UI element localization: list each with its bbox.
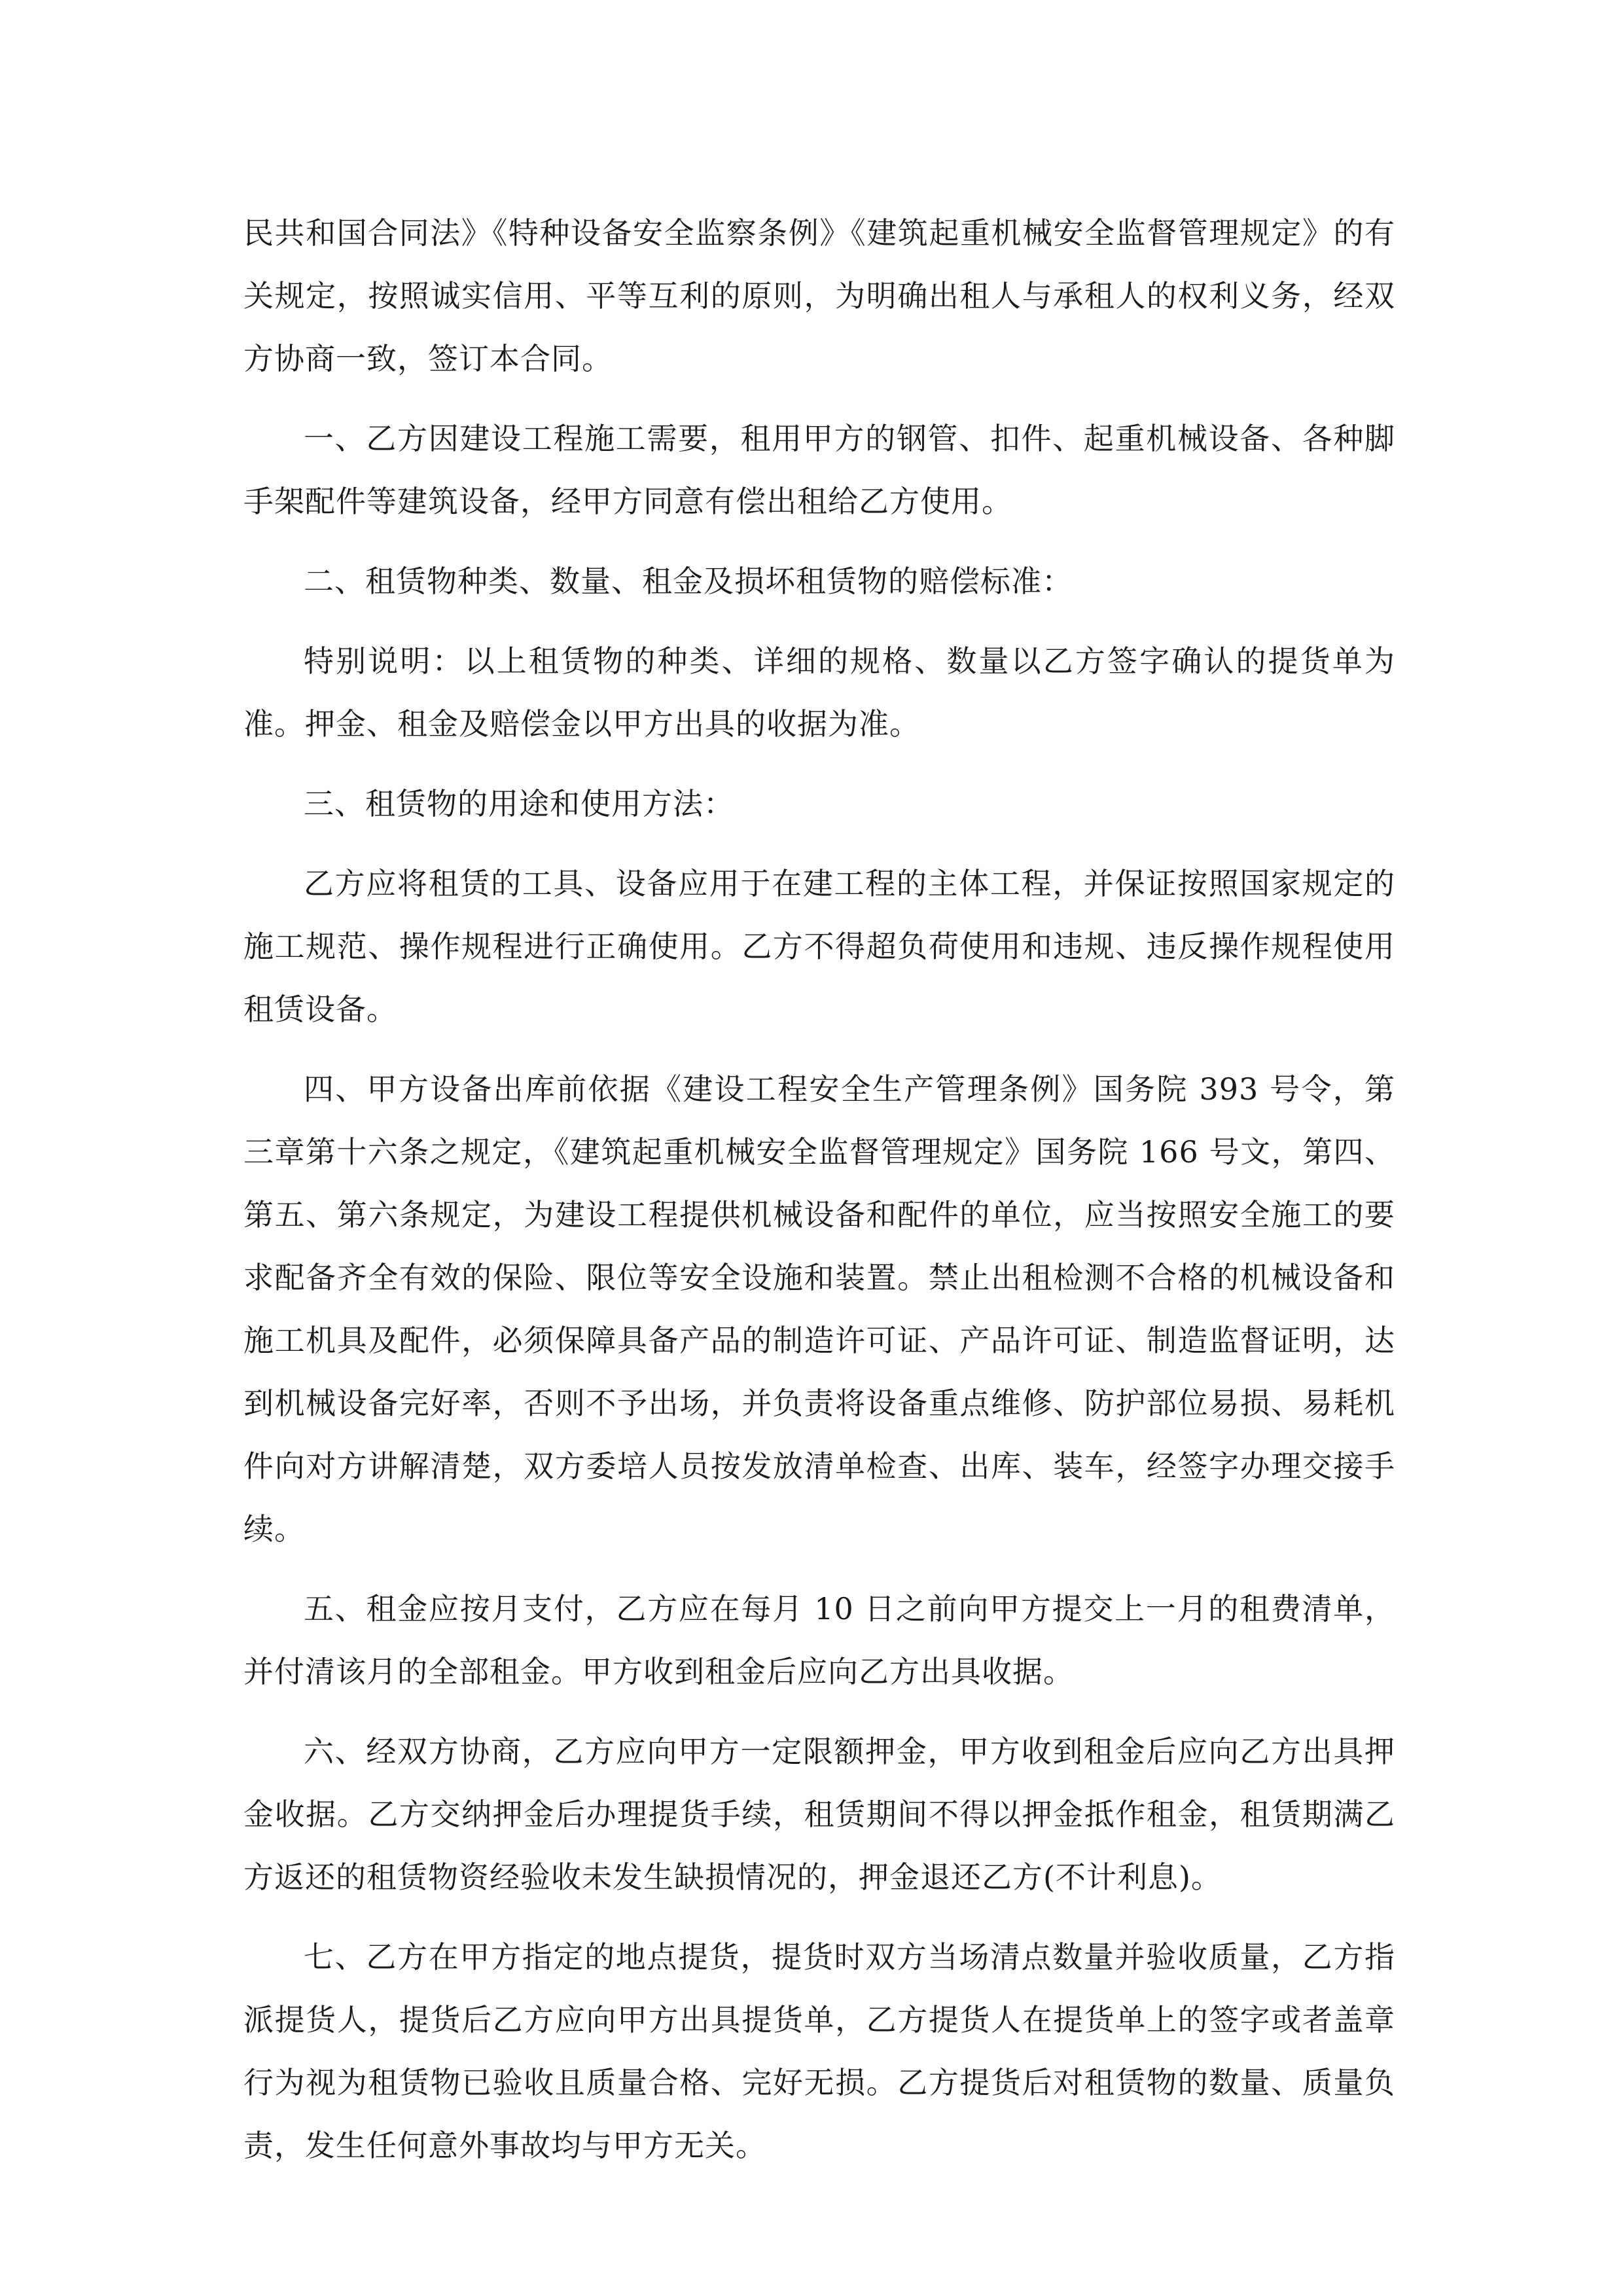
contract-body	[243, 202, 1395, 2194]
paragraph-clause-3-heading: 三、租赁物的用途和使用方法：	[304, 786, 734, 821]
paragraph-usage-terms: 乙方应将租赁的工具、设备应用于在建工程的主体工程，并保证按照国家规定的施工规范、操作规程进行正确使用。乙方不得超负荷使用和违规、违反操作规程使用租赁设备。	[243, 866, 1395, 1027]
paragraph-clause-4: 四、甲方设备出库前依据《建设工程安全生产管理条例》国务院 393 号令，第三章第十六条之规定，《建筑起重机械安全监督管理规定》国务院 166 号文，第四、第五、第六条规定，为建设工程提供机械设备和配件的单位，应当按照安全施工的要求配备齐全有效的保险、限位等安全设施和装置。禁止出租检测不合格的机械设备和施工机具及配件，必须保障具备产品的制造许可证、产品许可证、制造监督证明，达到机械设备完好率，否则不予出场，并负责将设备重点维修、防护部位易损、易耗机件向对方讲解清楚，双方委培人员按发放清单检查、出库、装车，经签字办理交接手续。	[243, 1071, 1395, 1547]
paragraph-clause-7: 七、乙方在甲方指定的地点提货，提货时双方当场清点数量并验收质量，乙方指派提货人，提货后乙方应向甲方出具提货单，乙方提货人在提货单上的签字或者盖章行为视为租赁物已验收且质量合格、完好无损。乙方提货后对租赁物的数量、质量负责，发生任何意外事故均与甲方无关。	[243, 1939, 1395, 2163]
paragraph-clause-5: 五、租金应按月支付，乙方应在每月 10 日之前向甲方提交上一月的租费清单，并付清该月的全部租金。甲方收到租金后应向乙方出具收据。	[243, 1591, 1395, 1689]
paragraph-clause-1: 一、乙方因建设工程施工需要，租用甲方的钢管、扣件、起重机械设备、各种脚手架配件等建筑设备，经甲方同意有偿出租给乙方使用。	[243, 421, 1395, 519]
paragraph-preamble-continuation: 民共和国合同法》《特种设备安全监察条例》《建筑起重机械安全监督管理规定》的有关规定，按照诚实信用、平等互利的原则，为明确出租人与承租人的权利义务，经双方协商一致，签订本合同。	[243, 215, 1395, 376]
paragraph-special-note: 特别说明：以上租赁物的种类、详细的规格、数量以乙方签字确认的提货单为准。押金、租金及赔偿金以甲方出具的收据为准。	[243, 643, 1395, 742]
paragraph-clause-2-heading: 二、租赁物种类、数量、租金及损坏租赁物的赔偿标准：	[304, 564, 1073, 599]
paragraph-clause-6: 六、经双方协商，乙方应向甲方一定限额押金，甲方收到租金后应向乙方出具押金收据。乙方交纳押金后办理提货手续，租赁期间不得以押金抵作租金，租赁期满乙方返还的租赁物资经验收未发生缺损情况的，押金退还乙方(不计利息)。	[243, 1734, 1395, 1895]
